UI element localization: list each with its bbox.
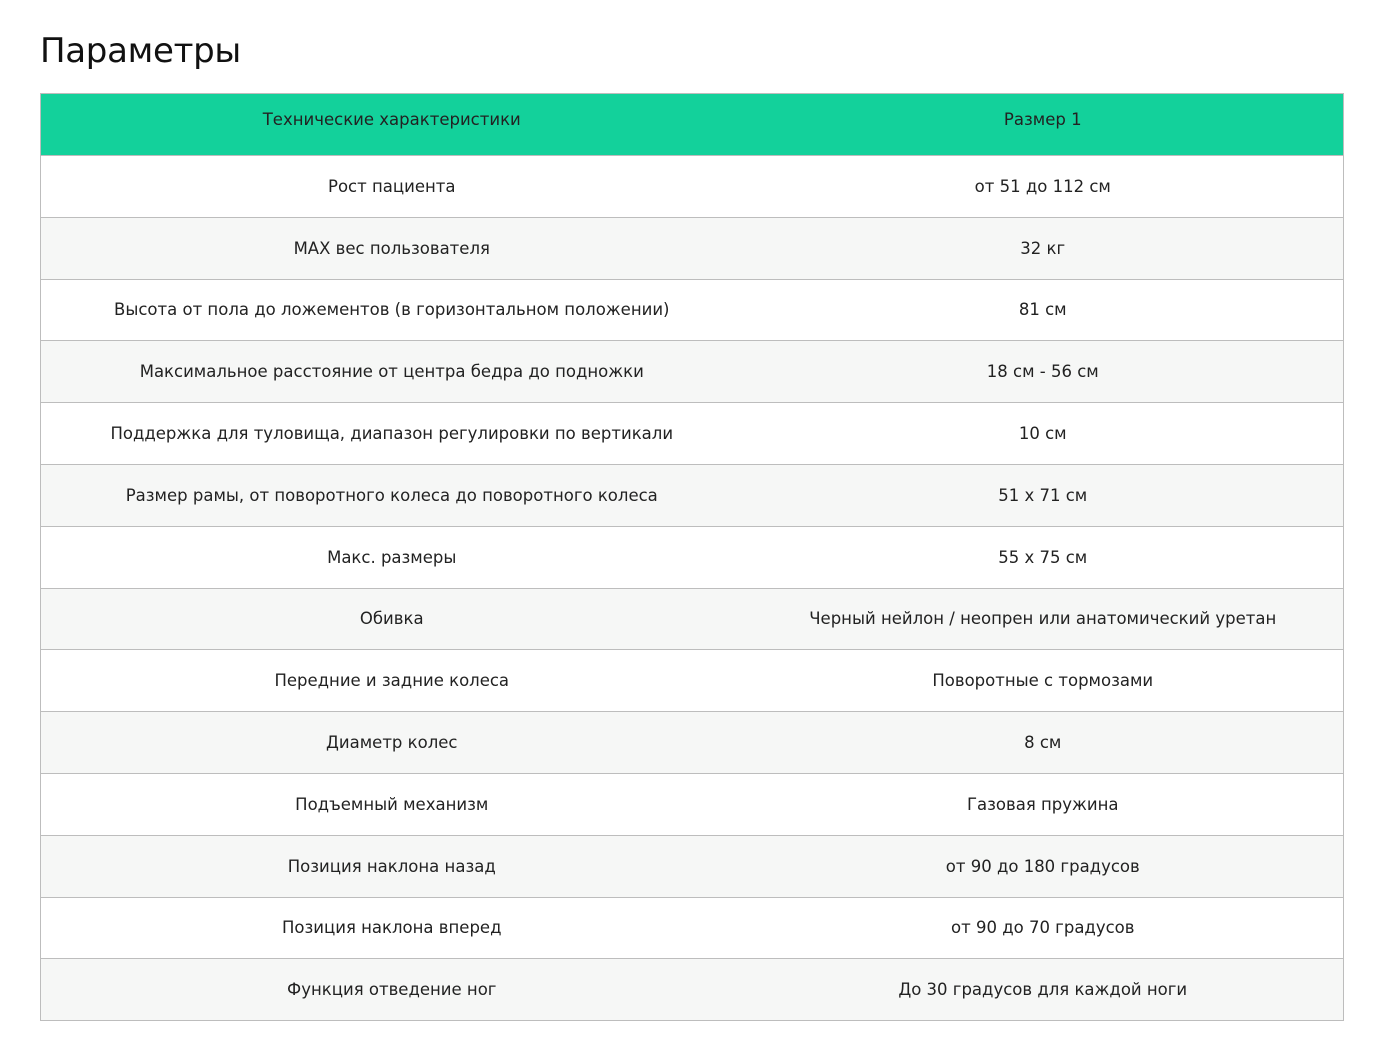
row-value: 10 см	[743, 403, 1344, 465]
row-label: Передние и задние колеса	[41, 650, 743, 712]
row-value: Поворотные с тормозами	[743, 650, 1344, 712]
row-label: Максимальное расстояние от центра бедра до подножки	[41, 341, 743, 403]
table-header	[41, 94, 1344, 156]
row-label: Рост пациента	[41, 156, 743, 218]
table-row	[41, 403, 1344, 465]
table-row	[41, 526, 1344, 588]
table-header-row	[41, 94, 1344, 156]
row-value: 32 кг	[743, 217, 1344, 279]
row-value: 81 см	[743, 279, 1344, 341]
row-value: от 51 до 112 см	[743, 156, 1344, 218]
table-row	[41, 341, 1344, 403]
row-value: Газовая пружина	[743, 773, 1344, 835]
row-label: Высота от пола до ложементов (в горизонтальном положении)	[41, 279, 743, 341]
page-title: Параметры	[40, 31, 241, 71]
row-value: 18 см - 56 см	[743, 341, 1344, 403]
table-row	[41, 712, 1344, 774]
table-row	[41, 959, 1344, 1021]
row-label: Позиция наклона назад	[41, 835, 743, 897]
row-label: MAX вес пользователя	[41, 217, 743, 279]
row-value: от 90 до 70 градусов	[743, 897, 1344, 959]
specifications-table	[40, 93, 1344, 1021]
row-label: Диаметр колес	[41, 712, 743, 774]
table-row	[41, 279, 1344, 341]
table-row	[41, 464, 1344, 526]
row-label: Функция отведение ног	[41, 959, 743, 1021]
header-size: Размер 1	[1003, 110, 1082, 129]
row-value: До 30 градусов для каждой ноги	[743, 959, 1344, 1021]
table-row	[41, 156, 1344, 218]
row-value: от 90 до 180 градусов	[743, 835, 1344, 897]
table-row	[41, 773, 1344, 835]
table-row	[41, 588, 1344, 650]
row-value: 51 х 71 см	[743, 464, 1344, 526]
row-label: Обивка	[41, 588, 743, 650]
row-value: Черный нейлон / неопрен или анатомический уретан	[743, 588, 1344, 650]
header-characteristics: Технические характеристики	[262, 110, 521, 129]
row-label: Подъемный механизм	[41, 773, 743, 835]
table-row	[41, 217, 1344, 279]
row-value: 8 см	[743, 712, 1344, 774]
table-body	[41, 156, 1344, 1021]
row-value: 55 х 75 см	[743, 526, 1344, 588]
table-row	[41, 650, 1344, 712]
row-label: Размер рамы, от поворотного колеса до поворотного колеса	[41, 464, 743, 526]
row-label: Макс. размеры	[41, 526, 743, 588]
row-label: Позиция наклона вперед	[41, 897, 743, 959]
row-label: Поддержка для туловища, диапазон регулировки по вертикали	[41, 403, 743, 465]
table-row	[41, 897, 1344, 959]
table-row	[41, 835, 1344, 897]
